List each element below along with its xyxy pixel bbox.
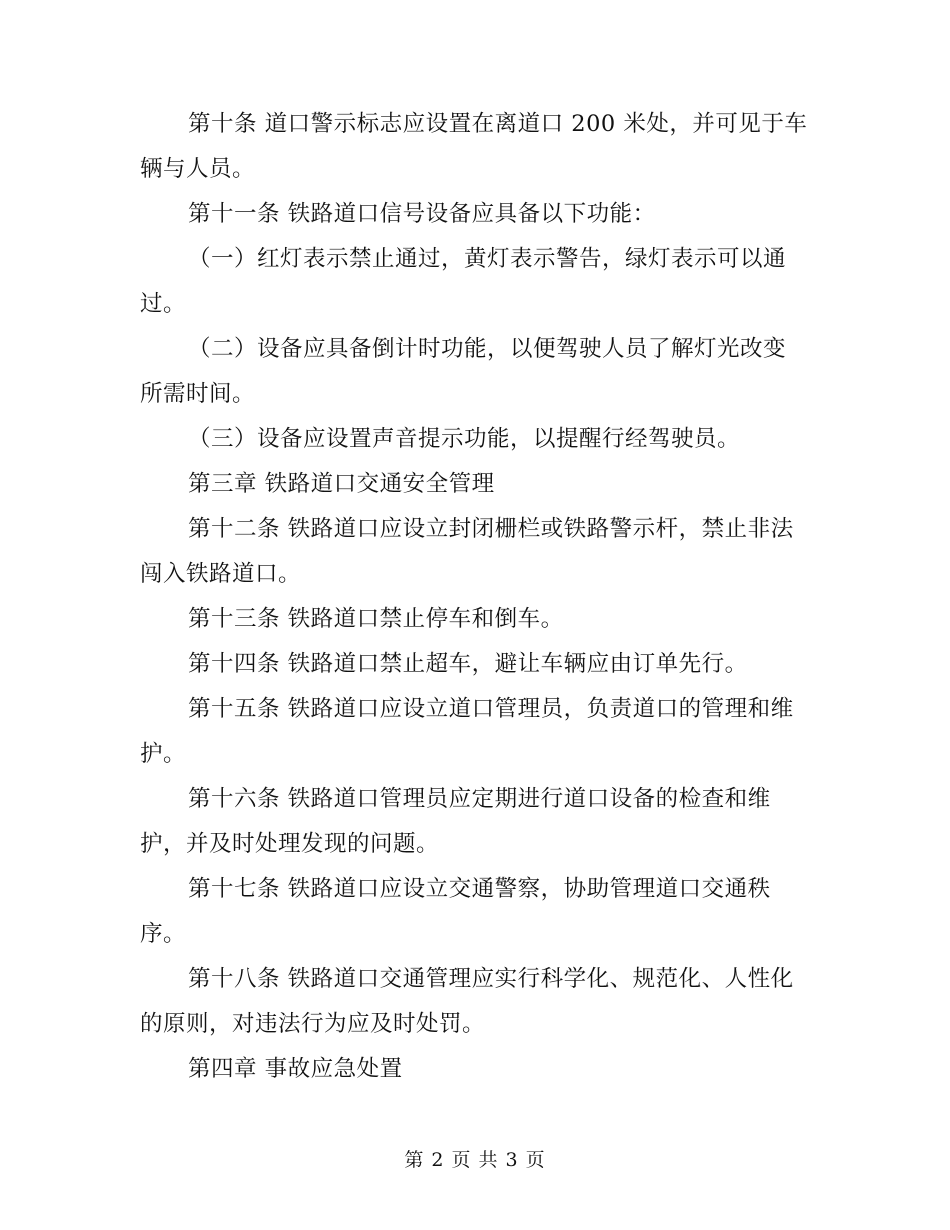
article-17-paragraph: 第十七条 铁路道口应设立交通警察，协助管理道口交通秩序。 [140, 876, 771, 947]
article-12-paragraph: 第十二条 铁路道口应设立封闭栅栏或铁路警示杆，禁止非法闯入铁路道口。 [140, 516, 794, 587]
article-11-item-3: （三）设备应设置声音提示功能，以提醒行经驾驶员。 [188, 426, 741, 452]
article-11-paragraph: 第十一条 铁路道口信号设备应具备以下功能： [188, 201, 656, 227]
document-body [140, 102, 808, 1092]
chapter-4-heading: 第四章 事故应急处置 [188, 1056, 403, 1082]
article-10-paragraph: 第十条 道口警示标志应设置在离道口 200 米处，并可见于车辆与人员。 [140, 111, 808, 182]
chapter-3-heading: 第三章 铁路道口交通安全管理 [188, 471, 495, 497]
page-number-label: 第 2 页 共 3 页 [404, 1149, 546, 1171]
article-16-paragraph: 第十六条 铁路道口管理员应定期进行道口设备的检查和维护，并及时处理发现的问题。 [140, 786, 771, 857]
article-18-paragraph: 第十八条 铁路道口交通管理应实行科学化、规范化、人性化的原则，对违法行为应及时处罚。 [140, 966, 794, 1037]
article-13-paragraph: 第十三条 铁路道口禁止停车和倒车。 [188, 606, 564, 632]
article-15-paragraph: 第十五条 铁路道口应设立道口管理员，负责道口的管理和维护。 [140, 696, 794, 767]
page-footer [0, 1146, 950, 1174]
article-11-item-2: （二）设备应具备倒计时功能，以便驾驶人员了解灯光改变所需时间。 [140, 336, 787, 407]
article-14-paragraph: 第十四条 铁路道口禁止超车，避让车辆应由订单先行。 [188, 651, 748, 677]
article-11-item-1: （一）红灯表示禁止通过，黄灯表示警告，绿灯表示可以通过。 [140, 246, 787, 317]
